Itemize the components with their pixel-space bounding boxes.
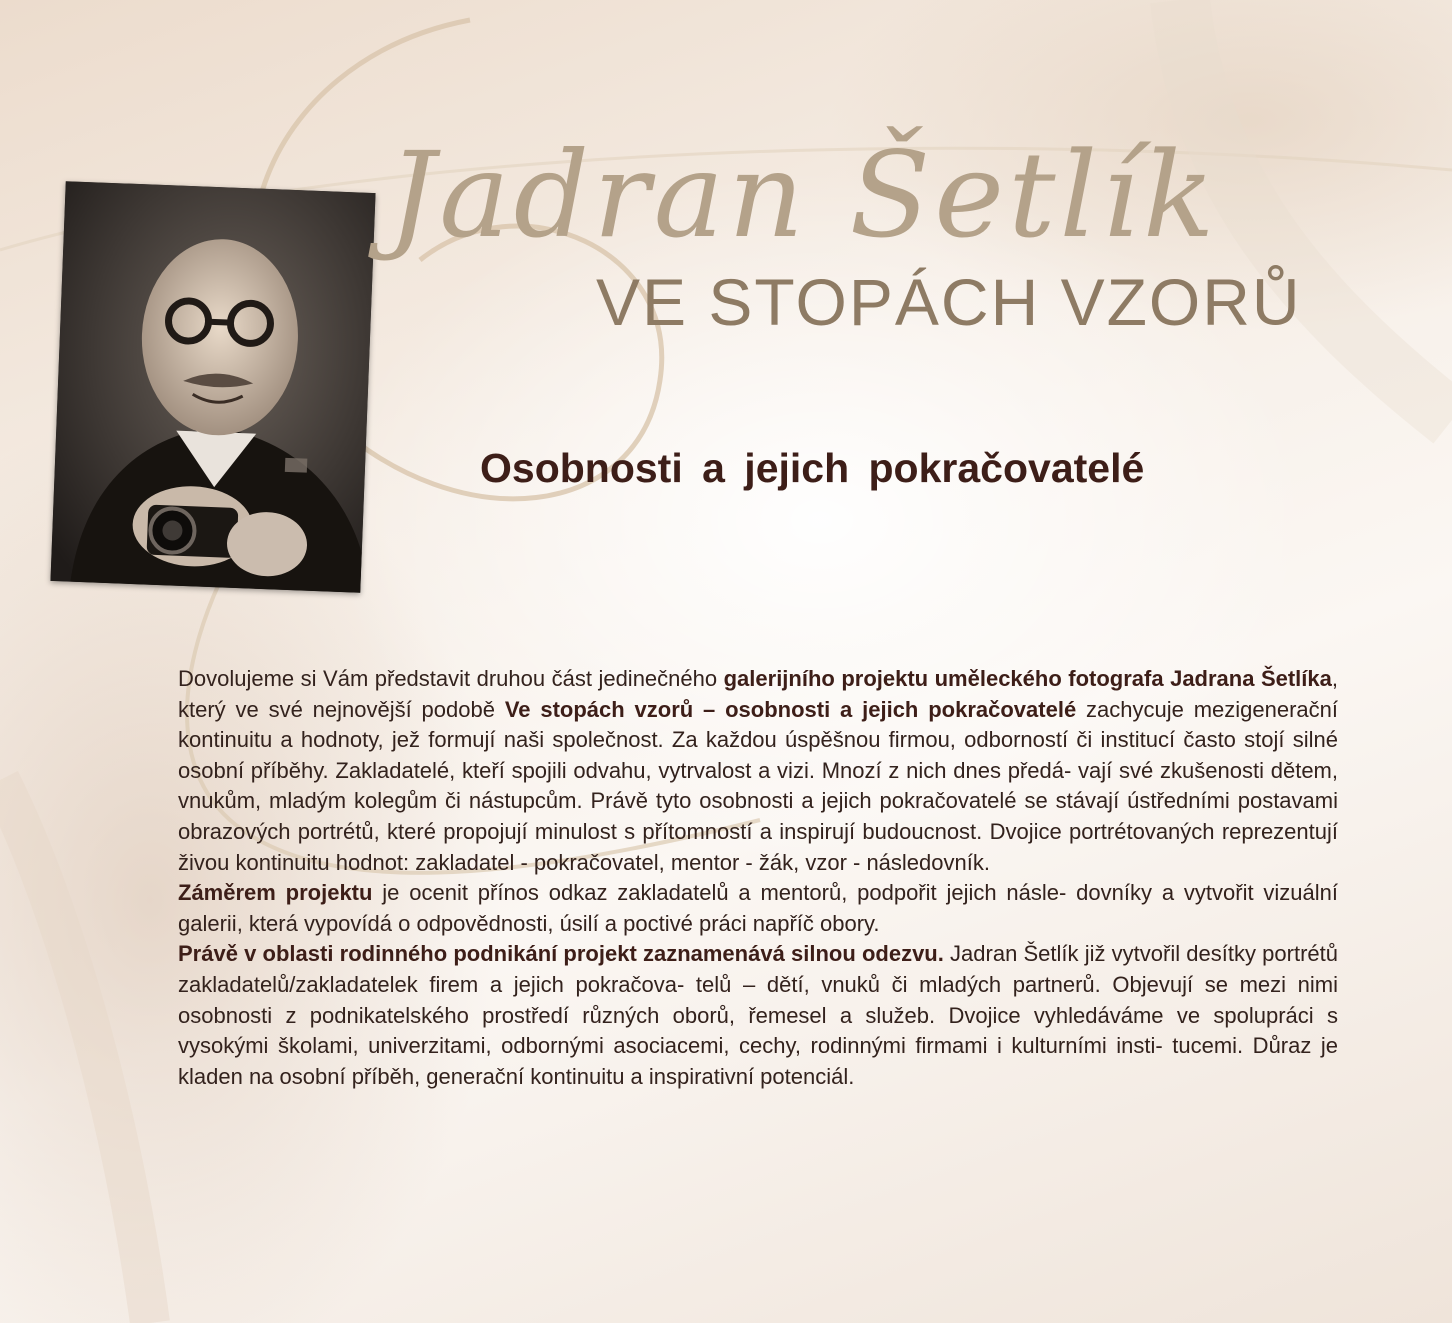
script-name-title: Jadran Šetlík [388, 126, 1219, 264]
bold-run: Právě v oblasti rodinného podnikání projekt zaznamenává silnou odezvu. [178, 941, 944, 967]
paragraph-aim [178, 878, 1338, 939]
bold-run: Ve stopách vzorů – osobnosti a jejich pokračovatelé [504, 696, 1077, 722]
text-run: zachycuje mezigenerační kontinuitu a hodnoty, jež formují naši společnost. Za každou úspěšnou firmou, odborností či institucí často stojí silné osobní příběhy. Zakladatelé, kteří spojili odvahu, vytrvalost a vizi. Mnozí z nich dnes předá- vají své zkušenosti dětem, vnukům, mladým kolegům či nástupcům. Právě tyto osobnosti a jejich pokračovatelé se stávají ústředními postavami obrazových portrétů, které propojují minulost s přítomností a inspirují budoucnost. Dvojice portrétovaných reprezentují živou kontinuitu hodnot: zakladatel - pokračovatel, mentor - žák, vzor - následovník. [178, 696, 1338, 875]
bold-run: Záměrem projektu [178, 880, 373, 906]
portrait-photographer-with-camera-icon [50, 181, 375, 593]
bold-run: galerijního projektu uměleckého fotografa Jadrana Šetlíka [723, 666, 1332, 691]
text-run: Jadran Šetlík již vytvořil desítky portrétů zakladatelů/zakladatelek firem a jejich pokračova- telů – dětí, vnuků či mladých partnerů. Objevují se mezi nimi osobnosti z podnikatelského prostředí různých oborů, řemesel a služeb. Dvojice vyhledáváme ve spolupráci s vysokými školami, univerzitami, odbornými asociacemi, cechy, rodinnými firmami i kulturními insti- tucemi. Důraz je kladen na osobní příběh, generační kontinuitu a inspirativní potenciál. [178, 941, 1338, 1089]
paragraph-intro [178, 664, 1338, 878]
portrait-photo [50, 181, 375, 593]
page-heading: Osobnosti a jejich pokračovatelé [480, 445, 1145, 491]
paragraph-family-business [178, 939, 1338, 1092]
body-text [178, 664, 1338, 1092]
subtitle: VE STOPÁCH VZORŮ [596, 265, 1302, 339]
text-run: je ocenit přínos odkaz zakladatelů a mentorů, podpořit jejich násle- dovníky a vytvořit vizuální galerii, která vypovídá o odpovědnosti, úsilí a poctivé práci napříč obory. [178, 880, 1338, 936]
text-run: , který ve své nejnovější podobě [178, 666, 1339, 722]
text-run: Dovolujeme si Vám představit druhou část jedinečného [178, 666, 724, 691]
